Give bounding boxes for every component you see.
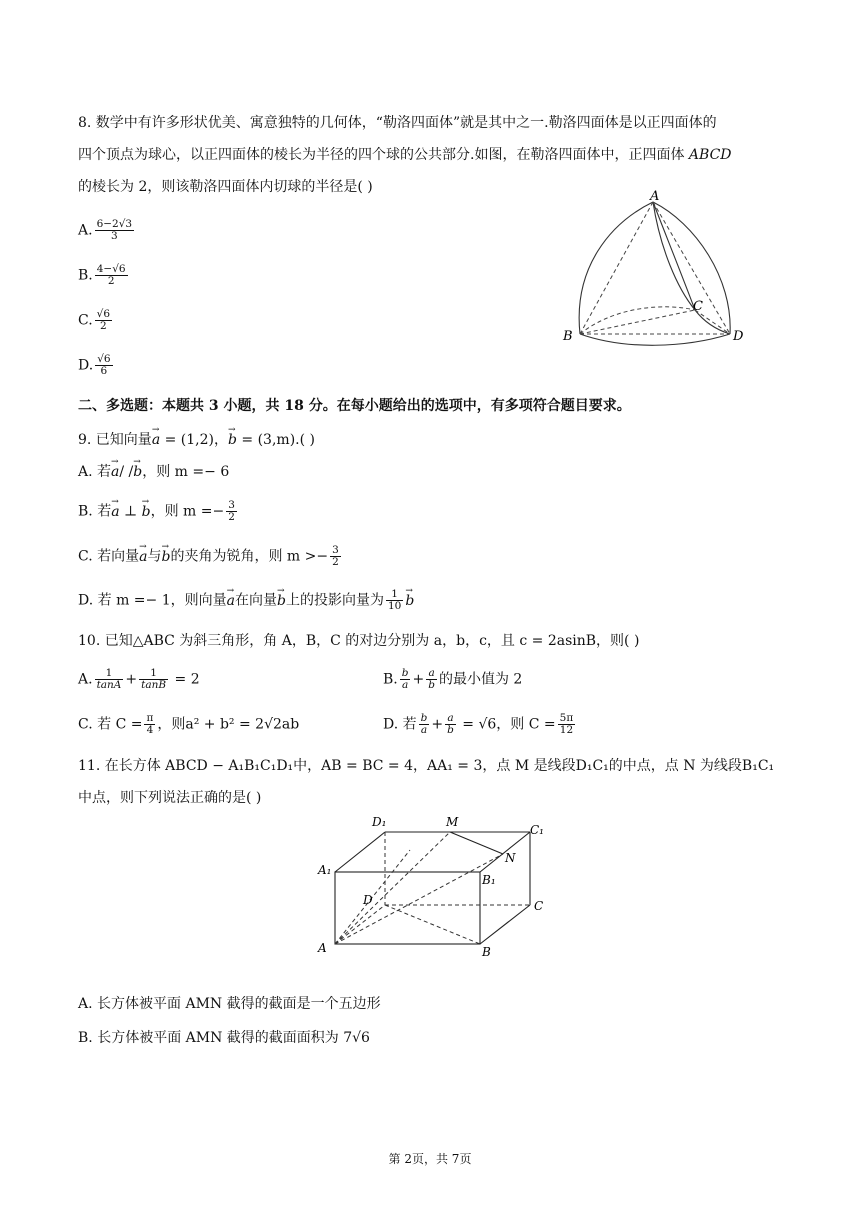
- fraction-num: 3: [228, 499, 235, 511]
- vector-b: → b: [133, 462, 142, 482]
- label-c: C: [534, 899, 544, 913]
- option-fraction: [400, 668, 411, 691]
- option-label: C. 若 C =: [78, 716, 143, 733]
- option-text: = √6，则 C =: [457, 716, 556, 733]
- q8-option-c: [78, 309, 114, 332]
- option-fraction: [226, 500, 237, 523]
- q9-option-c: [78, 545, 343, 568]
- q8-option-b: [78, 264, 130, 287]
- q9-stem-text: = (1,2)，: [160, 432, 228, 448]
- edge-ad: [653, 202, 730, 334]
- label-c1: C₁: [530, 823, 544, 837]
- fraction-den: tanA: [96, 679, 122, 691]
- vector-b: → b: [405, 591, 414, 611]
- fraction-den: a: [420, 724, 428, 736]
- front-face: [335, 872, 480, 944]
- option-fraction: [95, 309, 112, 332]
- fraction-den: 4: [146, 724, 154, 736]
- option-fraction: [445, 713, 456, 736]
- fraction-den: 12: [559, 724, 574, 736]
- q8-line2-text: 四个顶点为球心，以正四面体的棱长为半径的四个球的公共部分.如图，在勒洛四面体中，正四面体: [78, 147, 685, 163]
- option-text: 与: [147, 548, 162, 565]
- q8-line2: [78, 145, 732, 165]
- fraction-den: b: [428, 679, 435, 691]
- fraction-den: b: [447, 724, 454, 736]
- q9-option-b: [78, 500, 239, 523]
- vector-b: → b: [142, 502, 151, 522]
- fraction-num: 6−2√3: [96, 218, 133, 230]
- option-text: = 2: [170, 671, 200, 688]
- fraction-num: a: [445, 713, 456, 725]
- vector-a: → a: [111, 462, 119, 482]
- label-a: A: [318, 941, 327, 955]
- option-text: D. 若 m =− 1，则向量: [78, 592, 227, 609]
- q9-stem: [78, 430, 315, 450]
- option-fraction: [95, 264, 128, 287]
- fraction-num: b: [420, 712, 428, 724]
- label-b: B: [563, 329, 573, 344]
- arc-bd: [580, 334, 730, 345]
- fraction-num: 3: [332, 544, 339, 556]
- label-d: D: [733, 329, 744, 344]
- q8-line3: 的棱长为 2，则该勒洛四面体内切球的半径是( ): [78, 179, 373, 195]
- option-text: C. 若向量: [78, 548, 140, 565]
- option-fraction: [330, 545, 341, 568]
- cuboid-figure: [310, 812, 560, 962]
- option-text: B. 若: [78, 503, 112, 520]
- segment-am: [335, 832, 450, 944]
- fraction-num: √6: [97, 353, 111, 365]
- option-fraction: [144, 713, 155, 736]
- edge-ab: [580, 202, 653, 334]
- q10-stem: 10. 已知△ABC 为斜三角形，角 A，B，C 的对边分别为 a，b，c，且 c = 2asinB，则( ): [78, 633, 640, 649]
- option-label: D. 若: [383, 716, 417, 733]
- q8-line1: 8. 数学中有许多形状优美、寓意独特的几何体，“勒洛四面体”就是其中之一.勒洛四面体是以正四面体的: [78, 115, 717, 131]
- q11-option-b: B. 长方体被平面 AMN 截得的截面面积为 7√6: [78, 1030, 370, 1046]
- q10-option-c: [78, 713, 299, 736]
- fraction-den: 2: [228, 511, 235, 523]
- option-fraction: [386, 589, 403, 612]
- fraction-den: 3: [110, 230, 118, 242]
- fraction-num: 5π: [559, 712, 574, 724]
- vector-b: → b: [161, 547, 170, 567]
- vector-a: → a: [227, 591, 235, 611]
- option-fraction: [139, 668, 168, 691]
- option-label: B.: [78, 267, 93, 284]
- option-fraction: [426, 668, 437, 691]
- option-text: ，则a² + b² = 2√2ab: [157, 716, 300, 733]
- option-fraction: [95, 219, 135, 242]
- label-b: B: [482, 945, 491, 959]
- fraction-den: 2: [107, 275, 115, 287]
- fraction-num: 1: [386, 589, 403, 601]
- label-d: D: [363, 893, 373, 907]
- edge-ad: [335, 905, 385, 944]
- fraction-num: b: [401, 667, 409, 679]
- label-b1: B₁: [482, 873, 496, 887]
- edge-a1d1: [335, 832, 385, 872]
- segment-an: [335, 854, 503, 944]
- arc-ac: [653, 202, 695, 310]
- option-fraction: [95, 668, 124, 691]
- fraction-den: a: [401, 679, 409, 691]
- q9-stem-text: 9. 已知向量: [78, 432, 152, 448]
- q11-line2: 中点，则下列说法正确的是( ): [78, 790, 262, 806]
- fraction-num: 1: [95, 668, 124, 680]
- fraction-num: 4−√6: [96, 263, 126, 275]
- fraction-num: a: [426, 668, 437, 680]
- label-n: N: [505, 851, 516, 865]
- option-text: 上的投影向量为: [285, 592, 384, 609]
- q9-stem-text: = (3,m).( ): [236, 432, 315, 448]
- q8-option-d: [78, 354, 115, 377]
- option-text: ，则 m =−: [150, 503, 225, 520]
- fraction-num: π: [146, 712, 154, 724]
- q11-line1: 11. 在长方体 ABCD − A₁B₁C₁D₁中，AB = BC = 4，AA₁ = 3，点 M 是线段D₁C₁的中点，点 N 为线段B₁C₁: [78, 758, 775, 774]
- q11-option-a: A. 长方体被平面 AMN 截得的截面是一个五边形: [78, 996, 381, 1012]
- section-heading: 二、多选题：本题共 3 小题，共 18 分。在每小题给出的选项中，有多项符合题目要求。: [78, 398, 631, 414]
- vector-a: → a: [152, 430, 160, 450]
- option-text: / /: [119, 464, 134, 480]
- option-fraction: [95, 354, 112, 377]
- q9-option-d: [78, 589, 414, 612]
- option-text: 的最小值为 2: [438, 671, 523, 688]
- reuleaux-tetrahedron-figure: [555, 188, 755, 348]
- segment-mn: [450, 832, 503, 854]
- fraction-den: 6: [100, 365, 108, 377]
- option-label: C.: [78, 312, 93, 329]
- fraction-den: 2: [332, 556, 339, 568]
- segment-db: [385, 905, 480, 944]
- label-d1: D₁: [372, 815, 387, 829]
- option-label: B.: [383, 671, 398, 688]
- option-label: A.: [78, 671, 93, 688]
- edge-bc: [480, 905, 530, 944]
- fraction-den: 10: [387, 600, 402, 612]
- option-text: 的夹角为锐角，则 m >−: [170, 548, 329, 565]
- vector-b: → b: [277, 591, 286, 611]
- option-text: ⊥: [119, 503, 142, 520]
- fraction-num: 1: [139, 668, 168, 680]
- vector-b: → b: [228, 430, 237, 450]
- option-fraction: [558, 713, 576, 736]
- label-m: M: [446, 815, 459, 829]
- q8-option-a: [78, 219, 136, 242]
- q9-option-a: [78, 462, 229, 482]
- option-text: A. 若: [78, 464, 112, 480]
- option-text: ，则 m =− 6: [142, 464, 230, 480]
- q10-option-d: D. 若 $\frac{b}{a}$ + $\frac{a}{b}$ = √6，则 C = $\frac{5\pi}{12}$: [383, 712, 574, 736]
- q10-option-a: A. $\frac{1}{\tan A}$ + $\frac{1}{\tan B}$ = 2: [78, 667, 200, 691]
- vector-a: → a: [111, 502, 119, 522]
- q10-option-b: B. $\frac{b}{a}$ + $\frac{a}{b}$ 的最小值为 2: [383, 667, 523, 691]
- vector-a: → a: [139, 547, 147, 567]
- fraction-den: 2: [100, 320, 107, 332]
- option-label: D.: [78, 357, 94, 374]
- option-text: 在向量: [234, 592, 277, 609]
- label-c: C: [693, 299, 703, 314]
- fraction-num: √6: [96, 308, 111, 320]
- label-a1: A₁: [318, 863, 332, 877]
- q8-line2-var: ABCD: [688, 147, 732, 163]
- fraction-den: tanB: [141, 679, 167, 691]
- option-fraction: [419, 713, 430, 736]
- option-label: A.: [78, 222, 93, 239]
- edge-bc: [580, 310, 695, 334]
- page-footer: 第 2页，共 7页: [388, 1152, 472, 1166]
- label-a: A: [650, 189, 660, 204]
